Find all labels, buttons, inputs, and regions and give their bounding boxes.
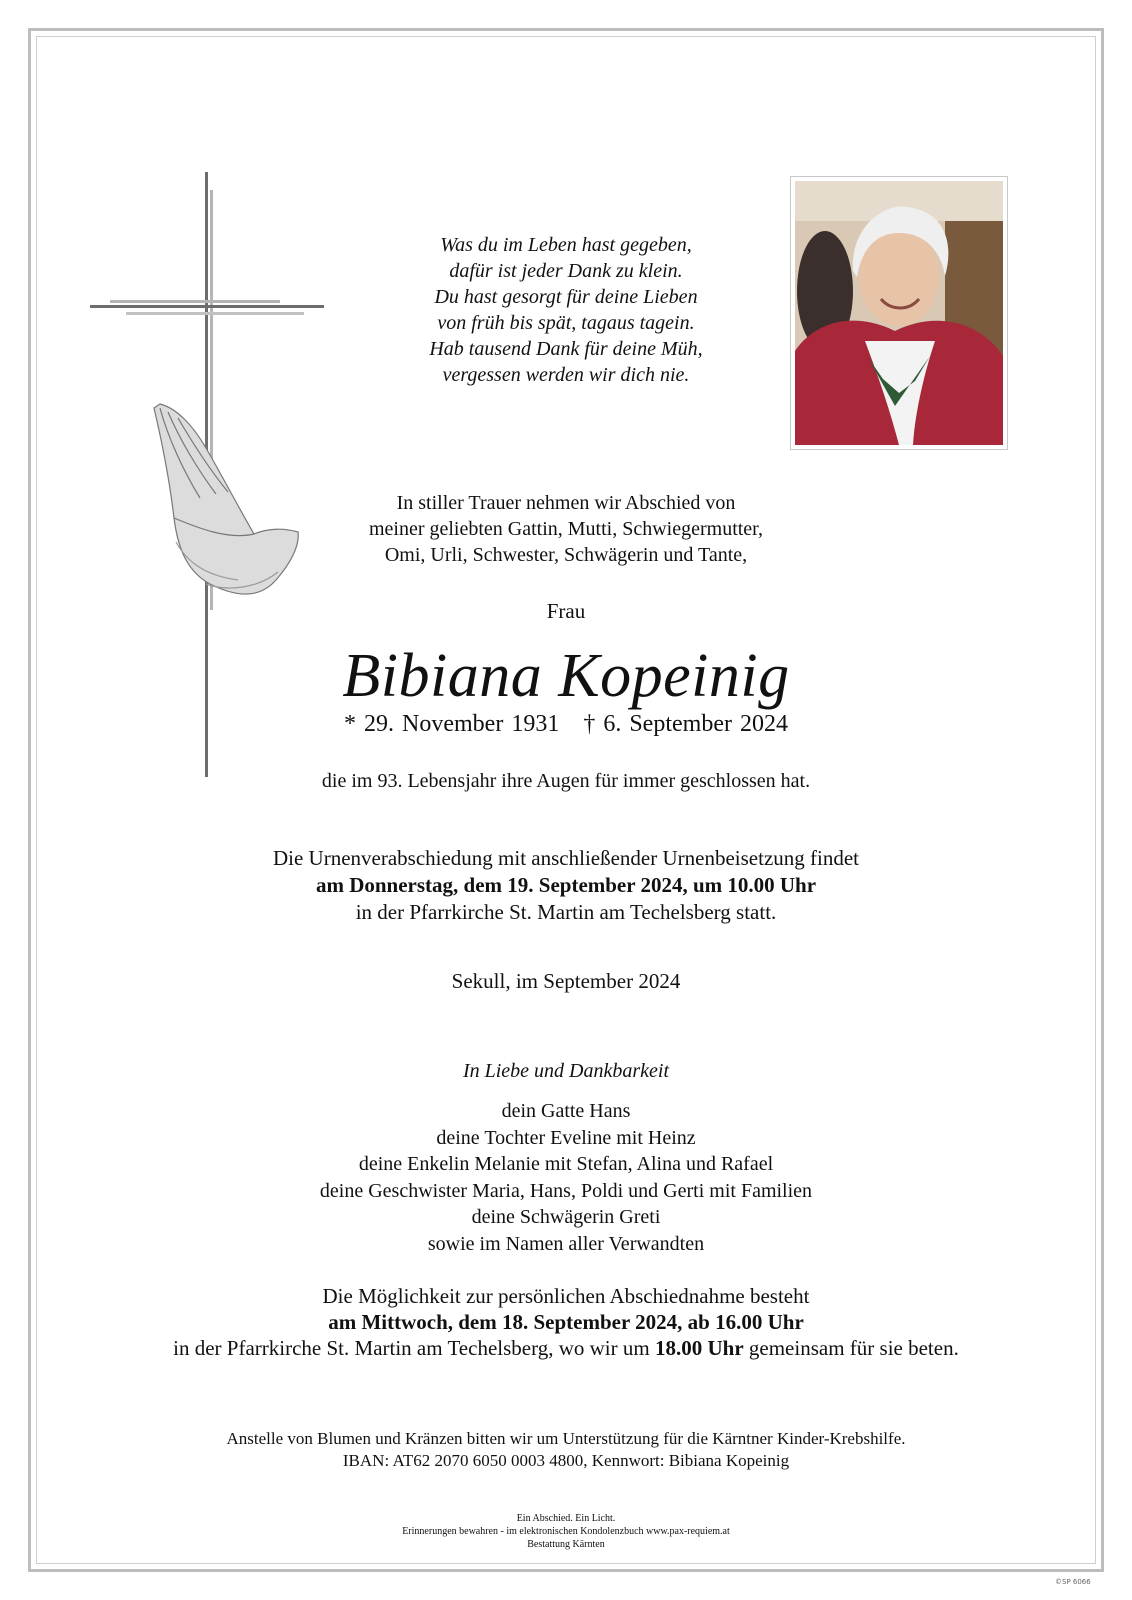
- family-member: deine Schwägerin Greti: [471, 1206, 661, 1228]
- life-dates: [0, 711, 1132, 738]
- farewell-info: [0, 1283, 1132, 1361]
- deceased-name: Bibiana Kopeinig: [342, 642, 790, 710]
- family-member: sowie im Namen aller Verwandten: [427, 1232, 705, 1255]
- ceremony-line: Die Urnenverabschiedung mit anschließender Urnenbeisetzung findet: [272, 846, 860, 870]
- family-member: dein Gatte Hans: [501, 1100, 631, 1122]
- mourning-intro: [0, 490, 1132, 568]
- intro-line: Omi, Urli, Schwester, Schwägerin und Tante,: [384, 544, 748, 566]
- farewell-location-tail: gemeinsam für sie beten.: [743, 1336, 959, 1360]
- salutation: Frau: [546, 599, 586, 623]
- poem-line: Du hast gesorgt für deine Lieben: [434, 286, 698, 308]
- intro-line: meiner geliebten Gattin, Mutti, Schwiegermutter,: [368, 518, 764, 540]
- family-list: [0, 1098, 1132, 1257]
- family-member: deine Geschwister Maria, Hans, Poldi und Gerti mit Familien: [319, 1179, 813, 1202]
- donation-line: Anstelle von Blumen und Kränzen bitten wir um Unterstützung für die Kärntner Kinder-Krebshilfe.: [226, 1429, 906, 1448]
- farewell-location: [0, 1335, 1132, 1361]
- poem-line: Hab tausend Dank für deine Müh,: [429, 338, 703, 360]
- family-member: deine Tochter Eveline mit Heinz: [436, 1126, 696, 1149]
- place-date: Sekull, im September 2024: [451, 969, 681, 993]
- footer-slogan: Ein Abschied. Ein Licht.: [516, 1513, 616, 1524]
- ceremony-location: in der Pfarrkirche St. Martin am Techelsberg statt.: [355, 900, 777, 924]
- birth-date: * 29. November 1931: [344, 711, 560, 737]
- love-line: In Liebe und Dankbarkeit: [462, 1060, 670, 1082]
- farewell-location-text: in der Pfarrkirche St. Martin am Techelsberg, wo wir um: [173, 1336, 655, 1360]
- footer-condolence: Erinnerungen bewahren - im elektronischen Kondolenzbuch www.pax-requiem.at: [402, 1526, 730, 1537]
- intro-line: In stiller Trauer nehmen wir Abschied von: [396, 492, 736, 514]
- prayer-time: 18.00 Uhr: [654, 1336, 744, 1360]
- footer: [0, 1512, 1132, 1551]
- farewell-line: Die Möglichkeit zur persönlichen Abschiednahme besteht: [322, 1284, 810, 1308]
- portrait-photo: [790, 176, 1008, 450]
- corner-code: ©SP 6066: [1055, 1578, 1091, 1586]
- iban-line: IBAN: AT62 2070 6050 0003 4800, Kennwort: Bibiana Kopeinig: [342, 1451, 790, 1470]
- ceremony-info: [0, 845, 1132, 926]
- poem-line: von früh bis spät, tagaus tagein.: [437, 312, 695, 334]
- ceremony-date: am Donnerstag, dem 19. September 2024, um 10.00 Uhr: [315, 873, 817, 897]
- family-member: deine Enkelin Melanie mit Stefan, Alina und Rafael: [358, 1153, 774, 1175]
- poem-line: dafür ist jeder Dank zu klein.: [449, 260, 683, 282]
- poem-line: vergessen werden wir dich nie.: [442, 364, 690, 386]
- donation-info: [0, 1428, 1132, 1472]
- footer-undertaker: Bestattung Kärnten: [527, 1539, 605, 1550]
- death-date: † 6. September 2024: [583, 711, 788, 737]
- poem-line: Was du im Leben hast gegeben,: [440, 234, 692, 256]
- farewell-date: am Mittwoch, dem 18. September 2024, ab 16.00 Uhr: [328, 1310, 804, 1334]
- age-line: die im 93. Lebensjahr ihre Augen für immer geschlossen hat.: [321, 770, 811, 792]
